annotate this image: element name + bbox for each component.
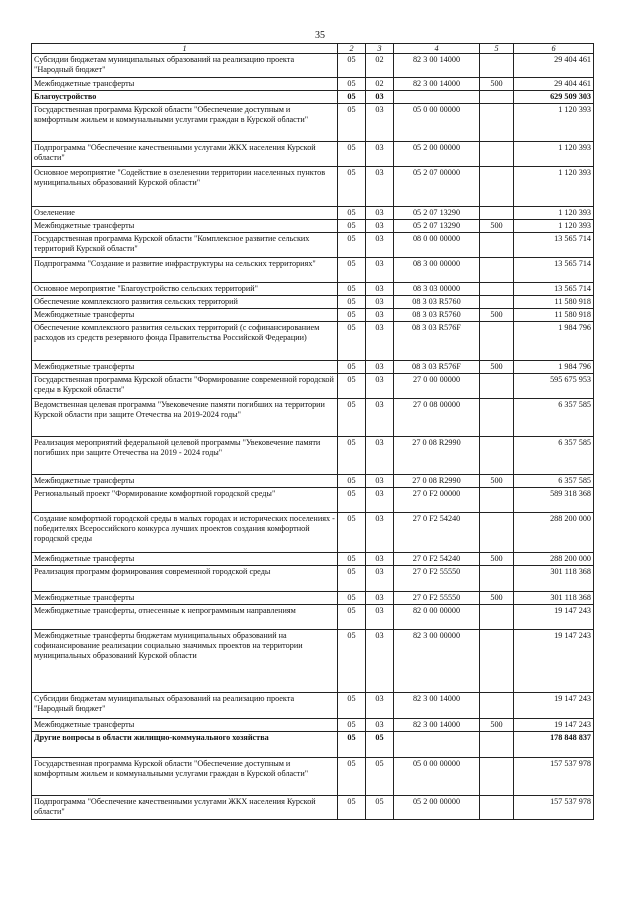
- subsection-code-cell: 03: [366, 437, 394, 475]
- section-code-cell: 05: [338, 258, 366, 283]
- target-article-code-cell: 05 2 07 00000: [394, 167, 480, 207]
- expense-type-code-cell: [480, 758, 514, 796]
- table-header: [32, 44, 594, 54]
- item-name-cell: Основное мероприятие "Благоустройство сельских территорий": [32, 283, 338, 296]
- subsection-code-cell: 03: [366, 322, 394, 361]
- section-code-cell: 05: [338, 374, 366, 399]
- subsection-code-cell: 03: [366, 553, 394, 566]
- amount-cell: 157 537 978: [514, 796, 594, 820]
- subsection-code-cell: 03: [366, 309, 394, 322]
- item-name-cell: Основное мероприятие "Содействие в озеленении территории населенных пунктов муниципальных образований Курской области": [32, 167, 338, 207]
- section-code-cell: 05: [338, 54, 366, 78]
- section-code-cell: 05: [338, 207, 366, 220]
- amount-cell: 19 147 243: [514, 719, 594, 732]
- table-row: [32, 796, 594, 820]
- subsection-code-cell: 03: [366, 142, 394, 167]
- target-article-code-cell: 08 3 03 R5760: [394, 309, 480, 322]
- table-row: [32, 142, 594, 167]
- expense-type-code-cell: [480, 258, 514, 283]
- target-article-code-cell: 27 0 F2 55550: [394, 592, 480, 605]
- subsection-code-cell: 03: [366, 566, 394, 592]
- expense-type-code-cell: 500: [480, 220, 514, 233]
- amount-cell: 589 318 368: [514, 488, 594, 513]
- amount-cell: 19 147 243: [514, 693, 594, 719]
- header-col-6: 6: [514, 44, 594, 54]
- subsection-code-cell: 03: [366, 605, 394, 630]
- subsection-code-cell: 03: [366, 296, 394, 309]
- target-article-code-cell: 05 2 07 13290: [394, 207, 480, 220]
- item-name-cell: Межбюджетные трансферты: [32, 220, 338, 233]
- amount-cell: 13 565 714: [514, 233, 594, 258]
- target-article-code-cell: 27 0 08 R2990: [394, 437, 480, 475]
- section-code-cell: 05: [338, 630, 366, 693]
- subsection-code-cell: 03: [366, 630, 394, 693]
- amount-cell: 157 537 978: [514, 758, 594, 796]
- target-article-code-cell: 05 0 00 00000: [394, 758, 480, 796]
- item-name-cell: Межбюджетные трансферты: [32, 553, 338, 566]
- subsection-code-cell: 03: [366, 104, 394, 142]
- subsection-code-cell: 03: [366, 207, 394, 220]
- item-name-cell: Государственная программа Курской области "Формирование современной городской среды в Курской области": [32, 374, 338, 399]
- target-article-code-cell: [394, 91, 480, 104]
- expense-type-code-cell: [480, 693, 514, 719]
- budget-table: [31, 43, 594, 820]
- amount-cell: 301 118 368: [514, 566, 594, 592]
- subsection-code-cell: 03: [366, 399, 394, 437]
- subsection-code-cell: 03: [366, 220, 394, 233]
- section-code-cell: 05: [338, 296, 366, 309]
- item-name-cell: Озеленение: [32, 207, 338, 220]
- item-name-cell: Межбюджетные трансферты: [32, 309, 338, 322]
- section-code-cell: 05: [338, 592, 366, 605]
- expense-type-code-cell: [480, 283, 514, 296]
- amount-cell: 1 120 393: [514, 207, 594, 220]
- section-code-cell: 05: [338, 142, 366, 167]
- table-body: [32, 54, 594, 820]
- expense-type-code-cell: [480, 399, 514, 437]
- item-name-cell: Реализация программ формирования современной городской среды: [32, 566, 338, 592]
- expense-type-code-cell: [480, 796, 514, 820]
- target-article-code-cell: 27 0 F2 54240: [394, 513, 480, 553]
- item-name-cell: Благоустройство: [32, 91, 338, 104]
- item-name-cell: Субсидии бюджетам муниципальных образований на реализацию проекта "Народный бюджет": [32, 54, 338, 78]
- page-number: 35: [315, 30, 325, 41]
- expense-type-code-cell: 500: [480, 309, 514, 322]
- expense-type-code-cell: 500: [480, 475, 514, 488]
- section-code-cell: 05: [338, 437, 366, 475]
- table-row: [32, 167, 594, 207]
- expense-type-code-cell: [480, 732, 514, 758]
- target-article-code-cell: 08 3 03 R5760: [394, 296, 480, 309]
- amount-cell: 29 404 461: [514, 78, 594, 91]
- subsection-code-cell: 03: [366, 475, 394, 488]
- item-name-cell: Государственная программа Курской области "Обеспечение доступным и комфортным жильем и коммунальными услугами граждан в Курской области": [32, 104, 338, 142]
- table-row: [32, 513, 594, 553]
- amount-cell: 19 147 243: [514, 630, 594, 693]
- section-code-cell: 05: [338, 399, 366, 437]
- target-article-code-cell: 27 0 08 00000: [394, 399, 480, 437]
- expense-type-code-cell: [480, 233, 514, 258]
- item-name-cell: Субсидии бюджетам муниципальных образований на реализацию проекта "Народный бюджет": [32, 693, 338, 719]
- amount-cell: 301 118 368: [514, 592, 594, 605]
- table-row: [32, 605, 594, 630]
- amount-cell: 178 848 837: [514, 732, 594, 758]
- section-code-cell: 05: [338, 693, 366, 719]
- section-code-cell: 05: [338, 167, 366, 207]
- amount-cell: 1 120 393: [514, 104, 594, 142]
- target-article-code-cell: 27 0 F2 54240: [394, 553, 480, 566]
- expense-type-code-cell: [480, 207, 514, 220]
- table-row: [32, 399, 594, 437]
- target-article-code-cell: 08 3 03 R576F: [394, 361, 480, 374]
- target-article-code-cell: 27 0 F2 00000: [394, 488, 480, 513]
- item-name-cell: Обеспечение комплексного развития сельских территорий (с софинансированием расходов из средств резервного фонда Правительства Российской Федерации): [32, 322, 338, 361]
- amount-cell: 288 200 000: [514, 553, 594, 566]
- table-row: [32, 566, 594, 592]
- target-article-code-cell: 08 3 03 R576F: [394, 322, 480, 361]
- section-code-cell: 05: [338, 732, 366, 758]
- expense-type-code-cell: 500: [480, 592, 514, 605]
- subsection-code-cell: 03: [366, 513, 394, 553]
- target-article-code-cell: 82 3 00 14000: [394, 693, 480, 719]
- amount-cell: 11 580 918: [514, 296, 594, 309]
- subsection-code-cell: 03: [366, 361, 394, 374]
- section-code-cell: 05: [338, 475, 366, 488]
- subsection-code-cell: 02: [366, 54, 394, 78]
- expense-type-code-cell: [480, 513, 514, 553]
- table-row: [32, 283, 594, 296]
- target-article-code-cell: 27 0 00 00000: [394, 374, 480, 399]
- table-row: [32, 91, 594, 104]
- table-row: [32, 309, 594, 322]
- section-code-cell: 05: [338, 283, 366, 296]
- subsection-code-cell: 03: [366, 488, 394, 513]
- table-row: [32, 693, 594, 719]
- header-col-4: 4: [394, 44, 480, 54]
- subsection-code-cell: 03: [366, 91, 394, 104]
- expense-type-code-cell: 500: [480, 361, 514, 374]
- target-article-code-cell: 82 3 00 00000: [394, 630, 480, 693]
- target-article-code-cell: 05 2 00 00000: [394, 796, 480, 820]
- table-row: [32, 488, 594, 513]
- item-name-cell: Подпрограмма "Создание и развитие инфраструктуры на сельских территориях": [32, 258, 338, 283]
- table-row: [32, 553, 594, 566]
- section-code-cell: 05: [338, 104, 366, 142]
- amount-cell: 1 120 393: [514, 220, 594, 233]
- item-name-cell: Обеспечение комплексного развития сельских территорий: [32, 296, 338, 309]
- target-article-code-cell: [394, 732, 480, 758]
- expense-type-code-cell: 500: [480, 719, 514, 732]
- target-article-code-cell: 05 2 07 13290: [394, 220, 480, 233]
- target-article-code-cell: 08 3 00 00000: [394, 258, 480, 283]
- amount-cell: 13 565 714: [514, 283, 594, 296]
- section-code-cell: 05: [338, 758, 366, 796]
- table-row: [32, 374, 594, 399]
- header-col-2: 2: [338, 44, 366, 54]
- table-row: [32, 78, 594, 91]
- table-row: [32, 630, 594, 693]
- item-name-cell: Межбюджетные трансферты: [32, 719, 338, 732]
- table-row: [32, 322, 594, 361]
- item-name-cell: Ведомственная целевая программа "Увековечение памяти погибших на территории Курской области при защите Отечества на 2019-2024 годы": [32, 399, 338, 437]
- subsection-code-cell: 03: [366, 693, 394, 719]
- item-name-cell: Межбюджетные трансферты, отнесенные к непрограммным направлениям: [32, 605, 338, 630]
- item-name-cell: Создание комфортной городской среды в малых городах и исторических поселениях - победителях Всероссийского конкурса лучших проектов создания комфортной городской среды: [32, 513, 338, 553]
- target-article-code-cell: 05 2 00 00000: [394, 142, 480, 167]
- target-article-code-cell: 82 0 00 00000: [394, 605, 480, 630]
- target-article-code-cell: 82 3 00 14000: [394, 54, 480, 78]
- amount-cell: 13 565 714: [514, 258, 594, 283]
- header-col-5: 5: [480, 44, 514, 54]
- expense-type-code-cell: [480, 142, 514, 167]
- expense-type-code-cell: [480, 322, 514, 361]
- section-code-cell: 05: [338, 322, 366, 361]
- subsection-code-cell: 05: [366, 758, 394, 796]
- subsection-code-cell: 03: [366, 719, 394, 732]
- target-article-code-cell: 05 0 00 00000: [394, 104, 480, 142]
- item-name-cell: Подпрограмма "Обеспечение качественными услугами ЖКХ населения Курской области": [32, 142, 338, 167]
- table-row: [32, 104, 594, 142]
- item-name-cell: Межбюджетные трансферты: [32, 361, 338, 374]
- expense-type-code-cell: [480, 566, 514, 592]
- target-article-code-cell: 08 0 00 00000: [394, 233, 480, 258]
- item-name-cell: Межбюджетные трансферты: [32, 78, 338, 91]
- item-name-cell: Государственная программа Курской области "Комплексное развитие сельских территорий Курской области": [32, 233, 338, 258]
- amount-cell: 1 984 796: [514, 322, 594, 361]
- table-row: [32, 475, 594, 488]
- section-code-cell: 05: [338, 361, 366, 374]
- expense-type-code-cell: [480, 167, 514, 207]
- section-code-cell: 05: [338, 566, 366, 592]
- expense-type-code-cell: [480, 630, 514, 693]
- section-code-cell: 05: [338, 309, 366, 322]
- header-col-3: 3: [366, 44, 394, 54]
- subsection-code-cell: 03: [366, 233, 394, 258]
- target-article-code-cell: 82 3 00 14000: [394, 719, 480, 732]
- amount-cell: 595 675 953: [514, 374, 594, 399]
- expense-type-code-cell: [480, 374, 514, 399]
- amount-cell: 288 200 000: [514, 513, 594, 553]
- table-row: [32, 732, 594, 758]
- amount-cell: 6 357 585: [514, 399, 594, 437]
- expense-type-code-cell: [480, 296, 514, 309]
- section-code-cell: 05: [338, 91, 366, 104]
- header-col-1: 1: [32, 44, 338, 54]
- table-row: [32, 233, 594, 258]
- table-row: [32, 258, 594, 283]
- expense-type-code-cell: [480, 437, 514, 475]
- amount-cell: 29 404 461: [514, 54, 594, 78]
- item-name-cell: Региональный проект "Формирование комфортной городской среды": [32, 488, 338, 513]
- item-name-cell: Межбюджетные трансферты бюджетам муниципальных образований на софинансирование реализации социально значимых проектов на территории муниципальных образований Курской области: [32, 630, 338, 693]
- item-name-cell: Подпрограмма "Обеспечение качественными услугами ЖКХ населения Курской области": [32, 796, 338, 820]
- subsection-code-cell: 05: [366, 732, 394, 758]
- amount-cell: 6 357 585: [514, 437, 594, 475]
- table-row: [32, 361, 594, 374]
- section-code-cell: 05: [338, 553, 366, 566]
- expense-type-code-cell: [480, 54, 514, 78]
- subsection-code-cell: 03: [366, 167, 394, 207]
- item-name-cell: Межбюджетные трансферты: [32, 475, 338, 488]
- section-code-cell: 05: [338, 719, 366, 732]
- subsection-code-cell: 03: [366, 283, 394, 296]
- subsection-code-cell: 02: [366, 78, 394, 91]
- expense-type-code-cell: [480, 91, 514, 104]
- subsection-code-cell: 03: [366, 374, 394, 399]
- section-code-cell: 05: [338, 605, 366, 630]
- table-row: [32, 758, 594, 796]
- table-row: [32, 220, 594, 233]
- expense-type-code-cell: [480, 104, 514, 142]
- expense-type-code-cell: [480, 605, 514, 630]
- table-row: [32, 437, 594, 475]
- subsection-code-cell: 03: [366, 592, 394, 605]
- amount-cell: 6 357 585: [514, 475, 594, 488]
- table-row: [32, 207, 594, 220]
- table-row: [32, 719, 594, 732]
- amount-cell: 19 147 243: [514, 605, 594, 630]
- item-name-cell: Другие вопросы в области жилищно-коммунального хозяйства: [32, 732, 338, 758]
- section-code-cell: 05: [338, 78, 366, 91]
- item-name-cell: Реализация мероприятий федеральной целевой программы "Увековечение памяти погибших при защите Отечества на 2019 - 2024 годы": [32, 437, 338, 475]
- amount-cell: 11 580 918: [514, 309, 594, 322]
- amount-cell: 1 984 796: [514, 361, 594, 374]
- section-code-cell: 05: [338, 220, 366, 233]
- section-code-cell: 05: [338, 513, 366, 553]
- amount-cell: 1 120 393: [514, 167, 594, 207]
- table-row: [32, 54, 594, 78]
- section-code-cell: 05: [338, 488, 366, 513]
- amount-cell: 629 509 303: [514, 91, 594, 104]
- expense-type-code-cell: 500: [480, 553, 514, 566]
- amount-cell: 1 120 393: [514, 142, 594, 167]
- expense-type-code-cell: [480, 488, 514, 513]
- subsection-code-cell: 05: [366, 796, 394, 820]
- section-code-cell: 05: [338, 233, 366, 258]
- table-row: [32, 296, 594, 309]
- target-article-code-cell: 82 3 00 14000: [394, 78, 480, 91]
- item-name-cell: Межбюджетные трансферты: [32, 592, 338, 605]
- target-article-code-cell: 27 0 08 R2990: [394, 475, 480, 488]
- item-name-cell: Государственная программа Курской области "Обеспечение доступным и комфортным жильем и коммунальными услугами граждан в Курской области": [32, 758, 338, 796]
- target-article-code-cell: 27 0 F2 55550: [394, 566, 480, 592]
- expense-type-code-cell: 500: [480, 78, 514, 91]
- subsection-code-cell: 03: [366, 258, 394, 283]
- table-row: [32, 592, 594, 605]
- target-article-code-cell: 08 3 03 00000: [394, 283, 480, 296]
- section-code-cell: 05: [338, 796, 366, 820]
